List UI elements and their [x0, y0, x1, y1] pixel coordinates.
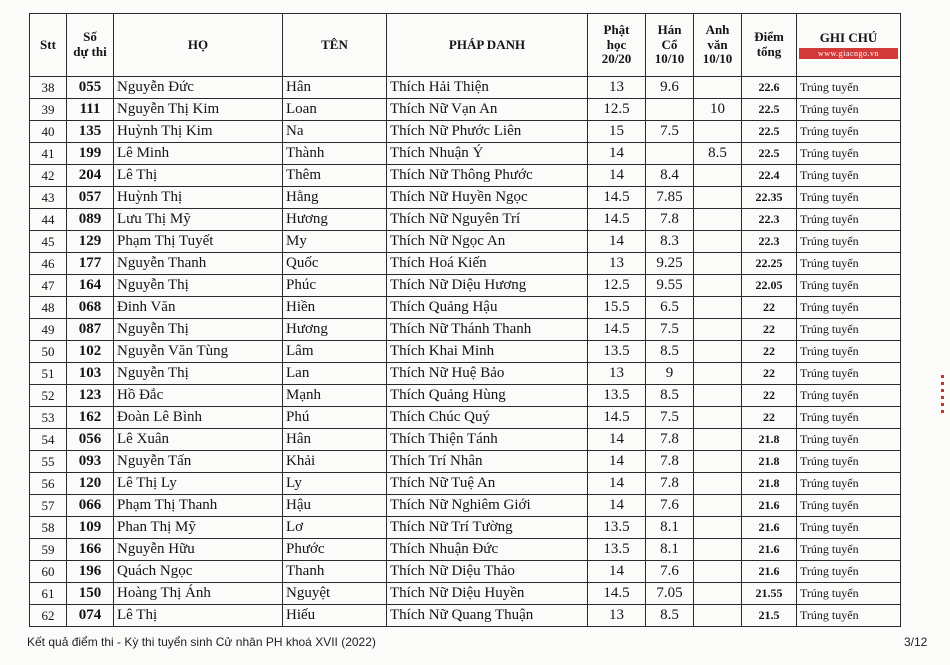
cell-diem-tong: 21.5	[742, 605, 797, 627]
cell-ghi-chu: Trúng tuyển	[797, 187, 901, 209]
cell-ho: Nguyễn Thị Kim	[114, 99, 283, 121]
cell-han-co: 8.3	[646, 231, 694, 253]
cell-ghi-chu: Trúng tuyển	[797, 77, 901, 99]
cell-ten: Lan	[283, 363, 387, 385]
cell-phat-hoc: 14.5	[588, 319, 646, 341]
cell-stt: 40	[30, 121, 67, 143]
cell-ho: Huỳnh Thị	[114, 187, 283, 209]
cell-ten: Na	[283, 121, 387, 143]
cell-phap-danh: Thích Hải Thiện	[387, 77, 588, 99]
cell-anh-van	[694, 341, 742, 363]
results-sheet	[29, 13, 901, 627]
cell-phap-danh: Thích Nữ Trí Tường	[387, 517, 588, 539]
cell-diem-tong: 22	[742, 363, 797, 385]
cell-anh-van	[694, 121, 742, 143]
cell-stt: 50	[30, 341, 67, 363]
cell-han-co: 7.5	[646, 319, 694, 341]
scan-edge-mark	[941, 375, 944, 413]
cell-diem-tong: 22	[742, 341, 797, 363]
cell-so-du-thi: 196	[67, 561, 114, 583]
header-so-du-thi: Số dự thi	[67, 14, 114, 77]
cell-diem-tong: 22.3	[742, 209, 797, 231]
cell-han-co: 7.8	[646, 473, 694, 495]
header-ten: TÊN	[283, 14, 387, 77]
cell-ten: Thanh	[283, 561, 387, 583]
cell-ghi-chu: Trúng tuyển	[797, 363, 901, 385]
header-row	[30, 14, 901, 77]
cell-phat-hoc: 13	[588, 363, 646, 385]
cell-anh-van	[694, 209, 742, 231]
cell-diem-tong: 22.3	[742, 231, 797, 253]
cell-phap-danh: Thích Nữ Diệu Hương	[387, 275, 588, 297]
cell-ho: Nguyễn Thanh	[114, 253, 283, 275]
cell-stt: 49	[30, 319, 67, 341]
cell-phap-danh: Thích Hoá Kiến	[387, 253, 588, 275]
cell-phat-hoc: 15.5	[588, 297, 646, 319]
cell-ho: Hồ Đắc	[114, 385, 283, 407]
cell-phap-danh: Thích Nữ Huệ Bảo	[387, 363, 588, 385]
cell-so-du-thi: 120	[67, 473, 114, 495]
cell-stt: 51	[30, 363, 67, 385]
cell-ten: Hân	[283, 429, 387, 451]
cell-ghi-chu: Trúng tuyển	[797, 275, 901, 297]
cell-anh-van	[694, 407, 742, 429]
cell-diem-tong: 21.8	[742, 429, 797, 451]
table-row	[30, 605, 901, 627]
cell-ho: Nguyễn Tấn	[114, 451, 283, 473]
cell-stt: 55	[30, 451, 67, 473]
cell-stt: 41	[30, 143, 67, 165]
table-row	[30, 451, 901, 473]
cell-phap-danh: Thích Chúc Quý	[387, 407, 588, 429]
cell-anh-van	[694, 253, 742, 275]
cell-ten: Nguyệt	[283, 583, 387, 605]
cell-stt: 46	[30, 253, 67, 275]
cell-ho: Huỳnh Thị Kim	[114, 121, 283, 143]
cell-ho: Nguyễn Văn Tùng	[114, 341, 283, 363]
cell-so-du-thi: 068	[67, 297, 114, 319]
cell-ho: Quách Ngọc	[114, 561, 283, 583]
cell-diem-tong: 21.6	[742, 539, 797, 561]
cell-anh-van	[694, 495, 742, 517]
table-row	[30, 429, 901, 451]
cell-stt: 53	[30, 407, 67, 429]
cell-phat-hoc: 14	[588, 429, 646, 451]
cell-han-co	[646, 143, 694, 165]
table-row	[30, 539, 901, 561]
cell-so-du-thi: 129	[67, 231, 114, 253]
cell-so-du-thi: 102	[67, 341, 114, 363]
cell-ho: Lê Thị	[114, 605, 283, 627]
table-row	[30, 187, 901, 209]
cell-so-du-thi: 204	[67, 165, 114, 187]
cell-anh-van	[694, 451, 742, 473]
cell-diem-tong: 21.8	[742, 451, 797, 473]
cell-diem-tong: 21.6	[742, 495, 797, 517]
cell-stt: 39	[30, 99, 67, 121]
cell-phap-danh: Thích Nữ Thông Phước	[387, 165, 588, 187]
cell-ghi-chu: Trúng tuyển	[797, 561, 901, 583]
cell-so-du-thi: 055	[67, 77, 114, 99]
cell-ghi-chu: Trúng tuyển	[797, 165, 901, 187]
cell-phap-danh: Thích Nữ Ngọc An	[387, 231, 588, 253]
cell-anh-van	[694, 605, 742, 627]
cell-phat-hoc: 12.5	[588, 99, 646, 121]
cell-stt: 54	[30, 429, 67, 451]
cell-ten: Hân	[283, 77, 387, 99]
cell-ho: Nguyễn Thị	[114, 275, 283, 297]
cell-anh-van	[694, 77, 742, 99]
cell-phat-hoc: 13	[588, 253, 646, 275]
cell-phap-danh: Thích Thiện Tánh	[387, 429, 588, 451]
cell-phap-danh: Thích Nữ Phước Liên	[387, 121, 588, 143]
cell-phat-hoc: 14.5	[588, 583, 646, 605]
cell-phat-hoc: 15	[588, 121, 646, 143]
header-diem-tong: Điểm tổng	[742, 14, 797, 77]
cell-anh-van	[694, 297, 742, 319]
cell-stt: 57	[30, 495, 67, 517]
header-ho: HỌ	[114, 14, 283, 77]
header-anh-van: Anh văn 10/10	[694, 14, 742, 77]
cell-ten: Loan	[283, 99, 387, 121]
cell-ho: Lê Thị Ly	[114, 473, 283, 495]
cell-anh-van	[694, 165, 742, 187]
cell-ho: Lưu Thị Mỹ	[114, 209, 283, 231]
cell-so-du-thi: 089	[67, 209, 114, 231]
table-body	[30, 77, 901, 627]
cell-so-du-thi: 164	[67, 275, 114, 297]
cell-ten: Hiếu	[283, 605, 387, 627]
cell-phap-danh: Thích Khai Minh	[387, 341, 588, 363]
cell-ghi-chu: Trúng tuyển	[797, 99, 901, 121]
watermark-label: www.giacngo.vn	[799, 48, 898, 59]
cell-anh-van	[694, 319, 742, 341]
cell-ten: Khải	[283, 451, 387, 473]
cell-ghi-chu: Trúng tuyển	[797, 253, 901, 275]
cell-ten: Ly	[283, 473, 387, 495]
cell-ten: Mạnh	[283, 385, 387, 407]
cell-diem-tong: 21.8	[742, 473, 797, 495]
cell-phap-danh: Thích Nhuận Đức	[387, 539, 588, 561]
cell-anh-van	[694, 429, 742, 451]
cell-phat-hoc: 13.5	[588, 385, 646, 407]
cell-stt: 52	[30, 385, 67, 407]
cell-ten: Hiền	[283, 297, 387, 319]
cell-ho: Đoàn Lê Bình	[114, 407, 283, 429]
cell-so-du-thi: 087	[67, 319, 114, 341]
cell-phap-danh: Thích Nữ Huyền Ngọc	[387, 187, 588, 209]
cell-ghi-chu: Trúng tuyển	[797, 385, 901, 407]
cell-anh-van	[694, 517, 742, 539]
cell-anh-van	[694, 363, 742, 385]
cell-ho: Lê Xuân	[114, 429, 283, 451]
cell-anh-van	[694, 539, 742, 561]
cell-so-du-thi: 162	[67, 407, 114, 429]
cell-ho: Lê Thị	[114, 165, 283, 187]
table-row	[30, 363, 901, 385]
cell-anh-van: 8.5	[694, 143, 742, 165]
cell-ghi-chu: Trúng tuyển	[797, 121, 901, 143]
cell-stt: 60	[30, 561, 67, 583]
table-row	[30, 253, 901, 275]
cell-phat-hoc: 14.5	[588, 407, 646, 429]
cell-ghi-chu: Trúng tuyển	[797, 429, 901, 451]
cell-stt: 48	[30, 297, 67, 319]
cell-anh-van: 10	[694, 99, 742, 121]
table-row	[30, 561, 901, 583]
cell-ten: Hậu	[283, 495, 387, 517]
cell-phat-hoc: 13	[588, 605, 646, 627]
cell-so-du-thi: 056	[67, 429, 114, 451]
cell-phat-hoc: 14	[588, 165, 646, 187]
cell-diem-tong: 22.25	[742, 253, 797, 275]
cell-diem-tong: 22	[742, 407, 797, 429]
cell-phap-danh: Thích Quảng Hùng	[387, 385, 588, 407]
cell-phap-danh: Thích Nữ Tuệ An	[387, 473, 588, 495]
cell-stt: 61	[30, 583, 67, 605]
cell-so-du-thi: 093	[67, 451, 114, 473]
cell-han-co	[646, 99, 694, 121]
cell-han-co: 8.4	[646, 165, 694, 187]
cell-ghi-chu: Trúng tuyển	[797, 209, 901, 231]
footer-caption: Kết quả điểm thi - Kỳ thi tuyển sinh Cử nhân PH khoá XVII (2022)	[27, 635, 376, 649]
cell-han-co: 8.1	[646, 539, 694, 561]
cell-phat-hoc: 14.5	[588, 187, 646, 209]
header-stt: Stt	[30, 14, 67, 77]
cell-diem-tong: 22	[742, 297, 797, 319]
cell-han-co: 7.85	[646, 187, 694, 209]
cell-ten: Lâm	[283, 341, 387, 363]
cell-stt: 59	[30, 539, 67, 561]
cell-diem-tong: 22.5	[742, 99, 797, 121]
cell-ghi-chu: Trúng tuyển	[797, 451, 901, 473]
cell-ho: Nguyễn Thị	[114, 319, 283, 341]
cell-anh-van	[694, 275, 742, 297]
cell-phat-hoc: 14	[588, 561, 646, 583]
cell-han-co: 7.6	[646, 561, 694, 583]
cell-so-du-thi: 135	[67, 121, 114, 143]
cell-phat-hoc: 14	[588, 143, 646, 165]
table-row	[30, 143, 901, 165]
cell-ghi-chu: Trúng tuyển	[797, 473, 901, 495]
table-row	[30, 495, 901, 517]
cell-phat-hoc: 14.5	[588, 209, 646, 231]
cell-han-co: 8.5	[646, 341, 694, 363]
cell-ho: Phạm Thị Thanh	[114, 495, 283, 517]
cell-so-du-thi: 150	[67, 583, 114, 605]
table-row	[30, 165, 901, 187]
cell-ghi-chu: Trúng tuyển	[797, 297, 901, 319]
cell-han-co: 9.25	[646, 253, 694, 275]
cell-diem-tong: 22	[742, 319, 797, 341]
cell-phap-danh: Thích Nữ Vạn An	[387, 99, 588, 121]
cell-stt: 44	[30, 209, 67, 231]
cell-ghi-chu: Trúng tuyển	[797, 495, 901, 517]
cell-diem-tong: 22.4	[742, 165, 797, 187]
cell-phap-danh: Thích Nữ Diệu Huyền	[387, 583, 588, 605]
cell-diem-tong: 22.05	[742, 275, 797, 297]
table-row	[30, 583, 901, 605]
results-table	[29, 13, 901, 627]
cell-anh-van	[694, 231, 742, 253]
cell-phat-hoc: 14	[588, 231, 646, 253]
cell-diem-tong: 21.55	[742, 583, 797, 605]
cell-ten: Quốc	[283, 253, 387, 275]
cell-so-du-thi: 109	[67, 517, 114, 539]
cell-stt: 43	[30, 187, 67, 209]
cell-ho: Nguyễn Đức	[114, 77, 283, 99]
cell-phap-danh: Thích Trí Nhân	[387, 451, 588, 473]
cell-stt: 58	[30, 517, 67, 539]
cell-phap-danh: Thích Quảng Hậu	[387, 297, 588, 319]
cell-phat-hoc: 13.5	[588, 539, 646, 561]
cell-ghi-chu: Trúng tuyển	[797, 319, 901, 341]
cell-han-co: 9.55	[646, 275, 694, 297]
cell-phat-hoc: 13	[588, 77, 646, 99]
cell-so-du-thi: 111	[67, 99, 114, 121]
cell-so-du-thi: 066	[67, 495, 114, 517]
cell-diem-tong: 22.35	[742, 187, 797, 209]
table-row	[30, 297, 901, 319]
page-number: 3/12	[904, 635, 928, 649]
cell-diem-tong: 22	[742, 385, 797, 407]
cell-ho: Phạm Thị Tuyết	[114, 231, 283, 253]
cell-so-du-thi: 177	[67, 253, 114, 275]
cell-diem-tong: 21.6	[742, 561, 797, 583]
table-row	[30, 341, 901, 363]
cell-ghi-chu: Trúng tuyển	[797, 231, 901, 253]
cell-ten: Hằng	[283, 187, 387, 209]
header-han-co: Hán Cổ 10/10	[646, 14, 694, 77]
cell-anh-van	[694, 187, 742, 209]
cell-phat-hoc: 12.5	[588, 275, 646, 297]
cell-ghi-chu: Trúng tuyển	[797, 407, 901, 429]
cell-phat-hoc: 13.5	[588, 517, 646, 539]
cell-so-du-thi: 166	[67, 539, 114, 561]
cell-ghi-chu: Trúng tuyển	[797, 583, 901, 605]
cell-phap-danh: Thích Nữ Quang Thuận	[387, 605, 588, 627]
cell-phat-hoc: 14	[588, 473, 646, 495]
cell-stt: 45	[30, 231, 67, 253]
cell-han-co: 8.5	[646, 605, 694, 627]
cell-diem-tong: 22.5	[742, 143, 797, 165]
cell-han-co: 7.05	[646, 583, 694, 605]
cell-ten: Hương	[283, 319, 387, 341]
table-row	[30, 209, 901, 231]
cell-so-du-thi: 057	[67, 187, 114, 209]
cell-ho: Hoàng Thị Ánh	[114, 583, 283, 605]
table-row	[30, 473, 901, 495]
cell-stt: 47	[30, 275, 67, 297]
cell-so-du-thi: 074	[67, 605, 114, 627]
cell-phap-danh: Thích Nữ Thánh Thanh	[387, 319, 588, 341]
cell-phat-hoc: 14	[588, 451, 646, 473]
cell-ghi-chu: Trúng tuyển	[797, 539, 901, 561]
cell-anh-van	[694, 473, 742, 495]
cell-han-co: 9.6	[646, 77, 694, 99]
cell-ten: Hương	[283, 209, 387, 231]
cell-ho: Nguyễn Hữu	[114, 539, 283, 561]
cell-ten: Phúc	[283, 275, 387, 297]
cell-anh-van	[694, 583, 742, 605]
cell-han-co: 7.8	[646, 209, 694, 231]
cell-phat-hoc: 14	[588, 495, 646, 517]
cell-ten: Thành	[283, 143, 387, 165]
cell-stt: 42	[30, 165, 67, 187]
cell-han-co: 7.5	[646, 407, 694, 429]
cell-ho: Đinh Văn	[114, 297, 283, 319]
cell-diem-tong: 22.6	[742, 77, 797, 99]
cell-ho: Nguyễn Thị	[114, 363, 283, 385]
table-row	[30, 319, 901, 341]
table-row	[30, 77, 901, 99]
cell-ho: Phan Thị Mỹ	[114, 517, 283, 539]
cell-han-co: 7.8	[646, 429, 694, 451]
cell-ten: Lơ	[283, 517, 387, 539]
table-row	[30, 517, 901, 539]
cell-ghi-chu: Trúng tuyển	[797, 605, 901, 627]
cell-ten: Phước	[283, 539, 387, 561]
table-row	[30, 121, 901, 143]
cell-anh-van	[694, 561, 742, 583]
cell-ghi-chu: Trúng tuyển	[797, 341, 901, 363]
table-row	[30, 231, 901, 253]
cell-so-du-thi: 123	[67, 385, 114, 407]
cell-stt: 56	[30, 473, 67, 495]
cell-ten: Thêm	[283, 165, 387, 187]
cell-han-co: 7.6	[646, 495, 694, 517]
table-row	[30, 275, 901, 297]
cell-ghi-chu: Trúng tuyển	[797, 143, 901, 165]
cell-diem-tong: 21.6	[742, 517, 797, 539]
table-row	[30, 407, 901, 429]
cell-ten: Phú	[283, 407, 387, 429]
cell-so-du-thi: 103	[67, 363, 114, 385]
cell-ho: Lê Minh	[114, 143, 283, 165]
cell-stt: 38	[30, 77, 67, 99]
cell-han-co: 6.5	[646, 297, 694, 319]
table-row	[30, 385, 901, 407]
table-row	[30, 99, 901, 121]
cell-ten: My	[283, 231, 387, 253]
cell-han-co: 8.1	[646, 517, 694, 539]
cell-phap-danh: Thích Nữ Nguyên Trí	[387, 209, 588, 231]
cell-han-co: 7.8	[646, 451, 694, 473]
cell-phap-danh: Thích Nữ Diệu Thảo	[387, 561, 588, 583]
cell-diem-tong: 22.5	[742, 121, 797, 143]
cell-so-du-thi: 199	[67, 143, 114, 165]
cell-anh-van	[694, 385, 742, 407]
header-phat-hoc: Phật học 20/20	[588, 14, 646, 77]
cell-phat-hoc: 13.5	[588, 341, 646, 363]
header-ghi-chu: GHI CHÚ www.giacngo.vn	[797, 14, 901, 77]
cell-han-co: 7.5	[646, 121, 694, 143]
cell-han-co: 8.5	[646, 385, 694, 407]
cell-phap-danh: Thích Nhuận Ý	[387, 143, 588, 165]
cell-stt: 62	[30, 605, 67, 627]
cell-ghi-chu: Trúng tuyển	[797, 517, 901, 539]
cell-han-co: 9	[646, 363, 694, 385]
header-phap-danh: PHÁP DANH	[387, 14, 588, 77]
cell-phap-danh: Thích Nữ Nghiêm Giới	[387, 495, 588, 517]
